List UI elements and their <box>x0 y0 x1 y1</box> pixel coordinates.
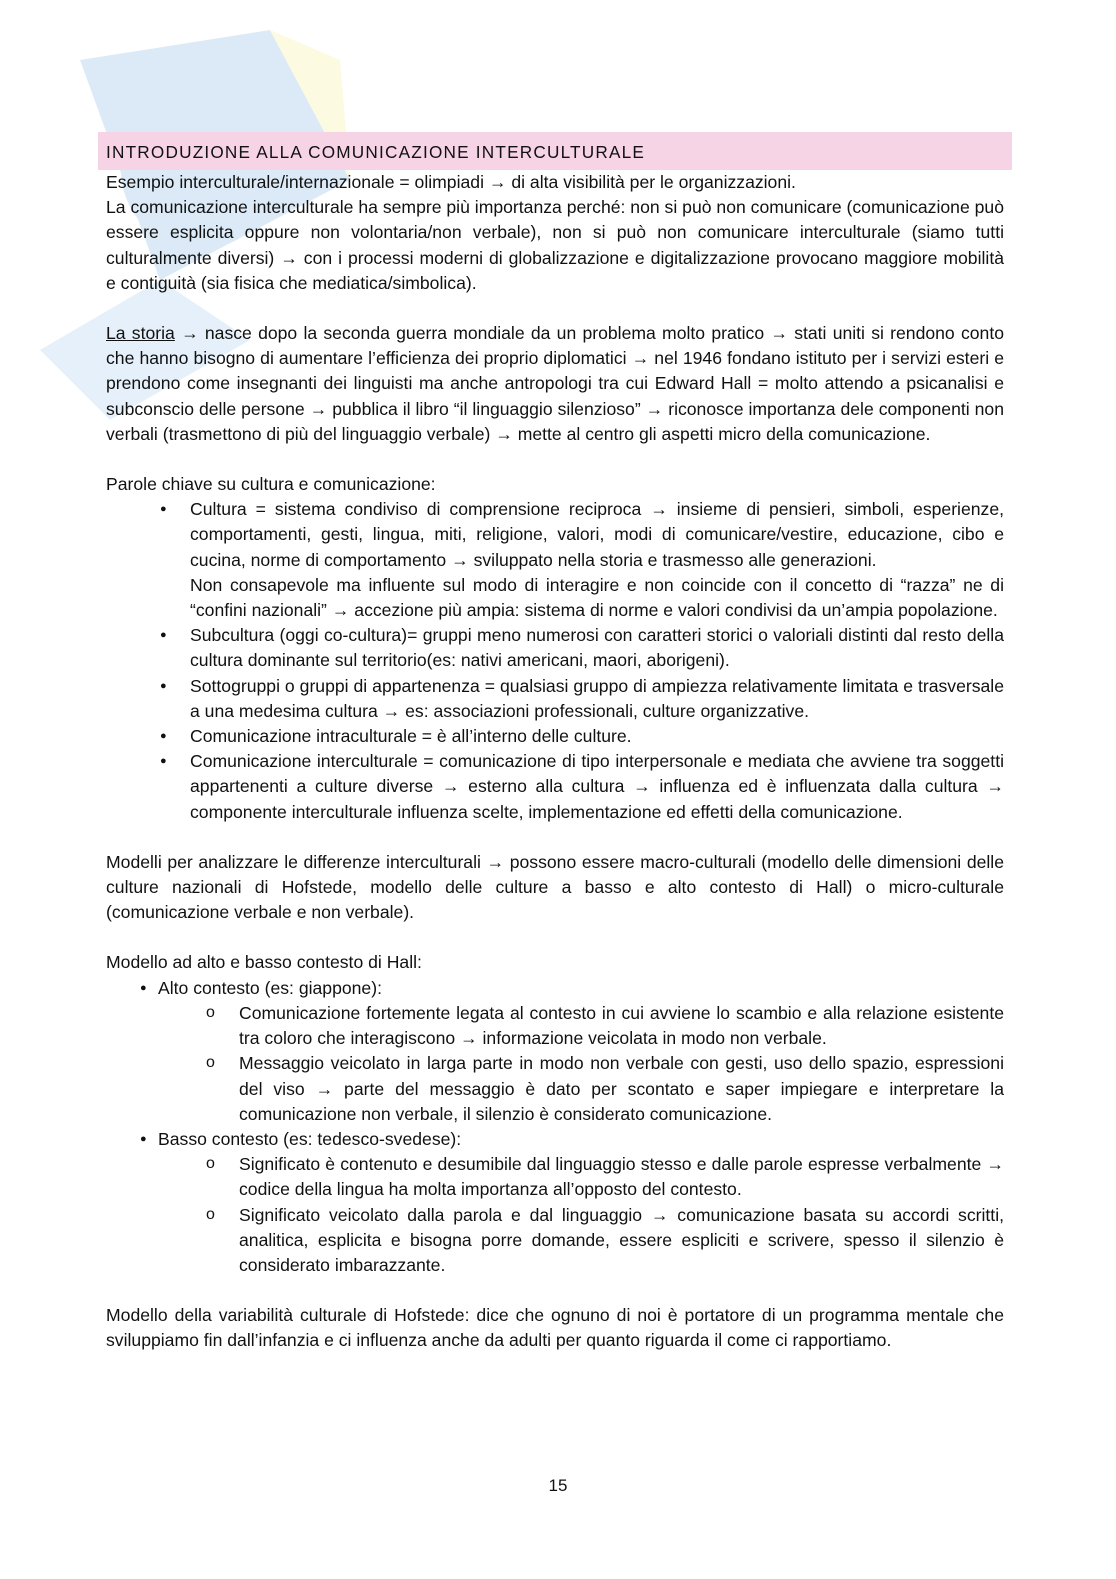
keywords-list <box>106 497 1004 825</box>
hall-title: Modello ad alto e basso contesto di Hall: <box>106 952 422 973</box>
history-paragraph <box>106 321 1004 447</box>
list-item <box>190 497 1004 623</box>
history-label: La storia <box>106 323 175 344</box>
low-context-sublist <box>158 1152 1004 1278</box>
list-item: o Significato veicolato dalla parola e dal linguaggio → comunicazione basata su accordi scritti, analitica, esplicita e bisogna porre domande, essere espliciti e scrivere, spesso il silenzio è considerato imbarazzante. <box>239 1203 1004 1279</box>
list-item: ● Comunicazione intraculturale = è all’interno delle culture. <box>190 724 1004 749</box>
keywords-title: Parole chiave su cultura e comunicazione: <box>106 474 436 495</box>
list-item <box>158 1127 1004 1278</box>
hofstede-paragraph: Modello della variabilità culturale di Hofstede: dice che ognuno di noi è portatore di un programma mentale che sviluppiamo fin dall’infanzia e ci influenza anche da adulti per quanto riguarda il come ci rapportiamo. <box>106 1305 1004 1351</box>
high-context-label: ● Alto contesto (es: giappone): <box>158 977 382 998</box>
section-heading: INTRODUZIONE ALLA COMUNICAZIONE INTERCULTURALE <box>98 132 1012 170</box>
hall-list <box>106 976 1004 1278</box>
list-item: ● Comunicazione interculturale = comunicazione di tipo interpersonale e mediata che avviene tra soggetti appartenenti a culture diverse → esterno alla cultura → influenza ed è influenzata dalla cultura → componente interculturale influenza scelte, implementazione ed effetti della comunicazione. <box>190 749 1004 825</box>
list-item: o Significato è contenuto e desumibile dal linguaggio stesso e dalle parole espresse verbalmente → codice della lingua ha molta importanza all’opposto del contesto. <box>239 1152 1004 1202</box>
models-paragraph: Modelli per analizzare le differenze interculturali → possono essere macro-culturali (modello delle dimensioni delle culture nazionali di Hofstede, modello delle culture a basso e alto contesto di Hall) o micro-culturale (comunicazione verbale e non verbale). <box>106 851 1004 923</box>
page-number: 15 <box>548 1476 568 1495</box>
intro-paragraph-1: Esempio interculturale/internazionale = olimpiadi → di alta visibilità per le organizzazioni. <box>106 172 796 192</box>
keyword-culture-extra: Non consapevole ma influente sul modo di interagire e non coincide con il concetto di “razza” ne di “confini nazionali” → accezione più ampia: sistema di norme e valori condivisi da un’ampia popolazione. <box>190 574 1004 621</box>
list-item <box>158 976 1004 1127</box>
list-item: ● Sottogruppi o gruppi di appartenenza = qualsiasi gruppo di ampiezza relativamente limitata e trasversale a una medesima cultura → es: associazioni professionali, culture organizzative. <box>190 674 1004 724</box>
intro-paragraph-2: La comunicazione interculturale ha sempre più importanza perché: non si può non comunicare (comunicazione può essere esplicita oppure non volontaria/non verbale), non si può non comunicare interculturale (siamo tutti culturalmente diversi) → con i processi moderni di globalizzazione e digitalizzazione provocano maggiore mobilità e contiguità (sia fisica che mediatica/simbolica). <box>106 197 1004 293</box>
list-item: o Comunicazione fortemente legata al contesto in cui avviene lo scambio e alla relazione esistente tra coloro che interagiscono → informazione veicolata in modo non verbale. <box>239 1001 1004 1051</box>
list-item: ● Subcultura (oggi co-cultura)= gruppi meno numerosi con caratteri storici o valoriali distinti dal resto della cultura dominante sul territorio(es: nativi americani, maori, aborigeni). <box>190 623 1004 673</box>
list-item: o Messaggio veicolato in larga parte in modo non verbale con gesti, uso dello spazio, espressioni del viso → parte del messaggio è dato per scontato e saper impiegare e interpretare la comunicazione non verbale, il silenzio è considerato comunicazione. <box>239 1051 1004 1127</box>
document-page <box>106 132 1004 1354</box>
high-context-sublist <box>158 1001 1004 1127</box>
keyword-culture: ● Cultura = sistema condiviso di comprensione reciproca → insieme di pensieri, simboli, esperienze, comportamenti, gesti, lingua, miti, religione, valori, modi di comunicare/vestire, educazione, cibo e cucina, norme di comportamento → sviluppato nella storia e trasmesso alle generazioni. <box>190 499 1004 570</box>
history-text: → nasce dopo la seconda guerra mondiale da un problema molto pratico → stati uniti si rendono conto che hanno bisogno di aumentare l’efficienza dei proprio diplomatici → nel 1946 fondano istituto per i servizi esteri e prendono come insegnanti dei linguisti ma anche antropologi tra cui Edward Hall = molto attendo a psicanalisi e subconscio delle persone → pubblica il libro “il linguaggio silenzioso” → riconosce importanza dele componenti non verbali (trasmettono di più del linguaggio verbale) → mette al centro gli aspetti micro della comunicazione. <box>106 323 1004 444</box>
low-context-label: ● Basso contesto (es: tedesco-svedese): <box>158 1128 462 1149</box>
